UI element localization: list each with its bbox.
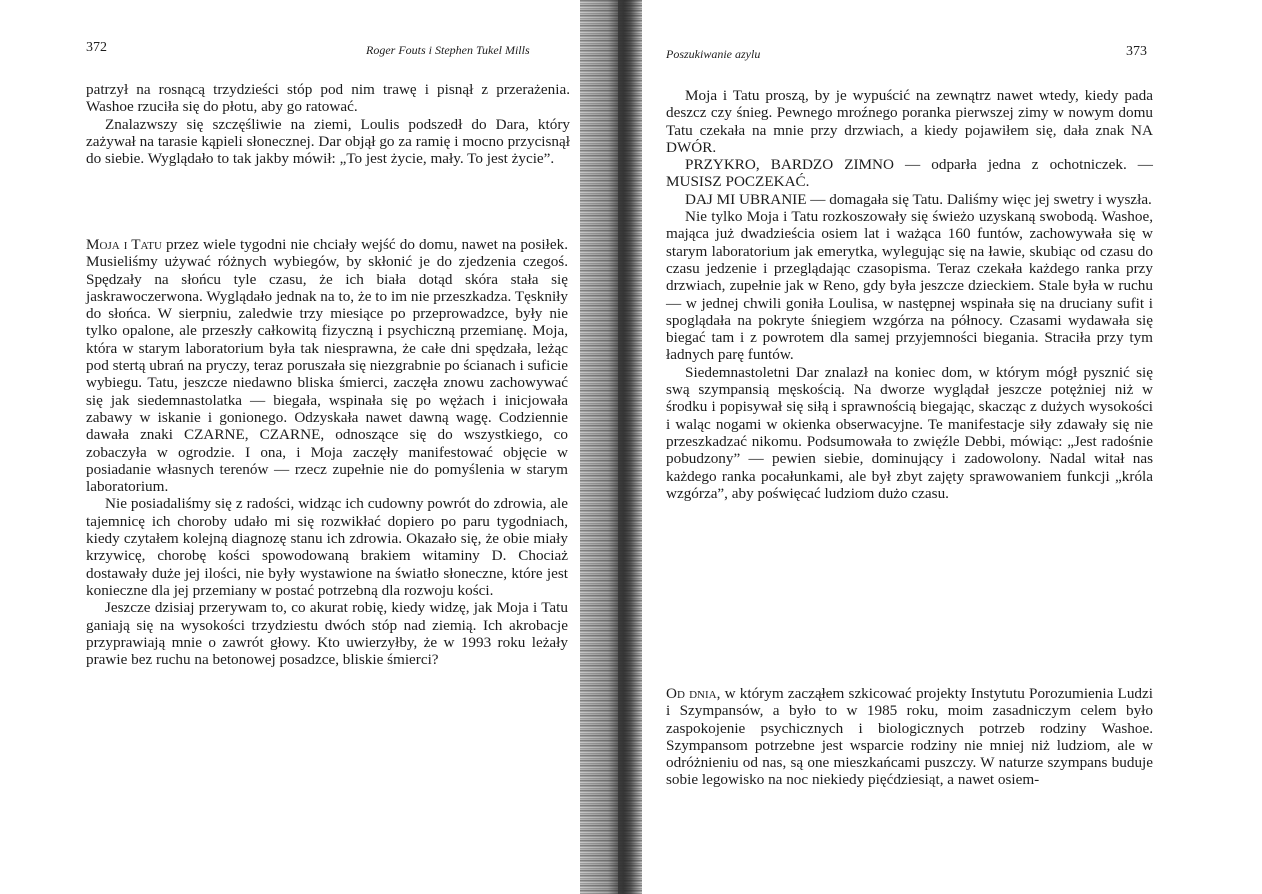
left-section-1 — [86, 81, 570, 167]
paragraph: Jeszcze dzisiaj przerywam to, co akurat robię, kiedy widzę, jak Moja i Tatu ganiają się na wysokości trzydziestu dwóch stóp nad ziemią. Ich akrobacje przyprawiają mnie o zawrót głowy. Kto uwierzyłby, że w 1993 roku leżały prawie bez ruchu na betonowej posadzce, bliskie śmierci? — [86, 599, 568, 669]
paragraph: Moja i Tatu przez wiele tygodni nie chciały wejść do domu, nawet na posiłek. Musieliśmy używać różnych wybiegów, by skłonić je do zjedzenia czegoś. Spędzały na słońcu tyle czasu, że ich biała dotąd skóra stała się jaskrawoczerwona. Wyglądało jednak na to, że to im nie przeszkadza. Tęskniły do słońca. W sierpniu, zaledwie trzy miesiące po przeprowadzce, były nie tylko opalone, ale przeszły całkowitą fizyczną i psychiczną przemianę. Moja, która w starym laboratorium była tak niesprawna, że całe dni spędzała, leżąc pod stertą ubrań na pryczy, teraz poruszała się niezgrabnie po ścianach i suficie wybiegu. Tatu, jeszcze niedawno bliska śmierci, zaczęła znowu zachowywać się jak siedemnastolatka — biegała, wspinała się po wężach i inicjowała zabawy w iskanie i gonionego. Odzyskała nawet dawną wagę. Codziennie dawała znaki CZARNE, CZARNE, odnoszące się do wszystkiego, co zobaczyła w ogrodzie. I ona, i Moja zaczęły manifestować objęcie w posiadanie własnych terenów — rzecz zupełnie nie do pomyślenia w starym laboratorium. — [86, 236, 568, 496]
right-section-1 — [666, 87, 1153, 502]
paragraph: DAJ MI UBRANIE — domagała się Tatu. Daliśmy więc jej swetry i wyszła. — [685, 190, 1152, 208]
running-head-left: Roger Fouts i Stephen Tukel Mills — [366, 43, 530, 57]
paragraph: Nie posiadaliśmy się z radości, widząc ich cudowny powrót do zdrowia, ale tajemnicę ich choroby udało mi się rozwikłać dopiero po paru tygodniach, kiedy czytałem kolejną diagnozę stanu ich zdrowia. Okazało się, że obie miały krzywicę, chorobę kości spowodowaną brakiem witaminy D. Chociaż dostawały duże jej ilości, nie były wystawione na światło słoneczne, które jest konieczne dla jej przemiany w postać potrzebną dla rozwoju kości. — [86, 495, 568, 599]
paragraph: patrzył na rosnącą trzydzieści stóp pod nim trawę i pisnął z przerażenia. Washoe rzuciła się do płotu, aby go ratować. — [86, 81, 570, 116]
running-head-right: Poszukiwanie azylu — [666, 47, 761, 61]
section-lead: Od dnia — [666, 685, 717, 702]
paragraph: Znalazwszy się szczęśliwie na ziemi, Loulis podszedł do Dara, który zażywał na tarasie kąpieli słonecznej. Dar objął go za ramię i mocno przycisnął do siebie. Wyglądało to tak jakby mówił: „To jest życie, mały. To jest życie”. — [86, 115, 570, 168]
section-lead: Moja i Tatu — [86, 236, 162, 253]
paragraph: Od dnia, w którym zacząłem szkicować projekty Instytutu Porozumienia Ludzi i Szympansów, a było to w 1985 roku, moim zasadniczym celem było zaspokojenie psychicznych i biologicznych potrzeb rodziny Washoe. Szympansom potrzebne jest wsparcie rodziny nie mniej niż ludziom, ale w odróżnieniu od nas, są one mieszkańcami puszczy. W naturze szympans buduje sobie legowisko na noc niekiedy pięćdziesiąt, a nawet osiem- — [666, 685, 1153, 789]
right-section-2 — [666, 685, 1153, 789]
paragraph: PRZYKRO, BARDZO ZIMNO — odparła jedna z ochotniczek. — MUSISZ POCZEKAĆ. — [666, 156, 1153, 191]
paragraph: Nie tylko Moja i Tatu rozkoszowały się świeżo uzyskaną swobodą. Washoe, mająca już dwadzieścia osiem lat i ważąca 160 funtów, zachowywała się w starym laboratorium jak emerytka, wylegując się na ławie, skubiąc od czasu do czasu jedzenie i przeglądając czasopisma. Teraz czekała każdego ranka przy drzwiach, zupełnie jak w Reno, gdy była jeszcze dzieckiem. Stale była w ruchu — w jednej chwili goniła Loulisa, w następnej wspinała się na druciany sufit i spoglądała na pokryte śniegiem wzgórza na północy. Czasami wydawała się biegać tam i z powrotem dla samej przyjemności biegania. Straciła przy tym ładnych parę funtów. — [666, 208, 1153, 364]
left-section-2 — [86, 236, 568, 668]
page-number-right: 373 — [1126, 44, 1147, 59]
page-number-left: 372 — [86, 40, 107, 55]
left-page — [0, 0, 618, 894]
paragraph: Moja i Tatu proszą, by je wypuścić na zewnątrz nawet wtedy, kiedy pada deszcz czy śnieg. Pewnego mroźnego poranka pierwszej zimy w nowym domu Tatu czekała na mnie przy drzwiach, a kiedy pojawiłem się, dała znak NA DWÓR. — [666, 87, 1153, 156]
paragraph: Siedemnastoletni Dar znalazł na koniec dom, w którym mógł pysznić się swą szympansią męskością. Na dworze wyglądał jeszcze potężniej niż w środku i popisywał się siłą i sprawnością biegając, skacząc z dużych wysokości i waląc nogami w okienka obserwacyjne. Te manifestacje siły zdawały się nie przeszkadzać nikomu. Podsumowała to zwięźle Debbi, mówiąc: „Jest radośnie pobudzony” — pewien siebie, dominujący i zadowolony. Nadal witał nas każdego ranka pocałunkami, ale był zbyt zajęty sprawowaniem funkcji „króla wzgórza”, aby poświęcać ludziom dużo czasu. — [666, 363, 1153, 502]
